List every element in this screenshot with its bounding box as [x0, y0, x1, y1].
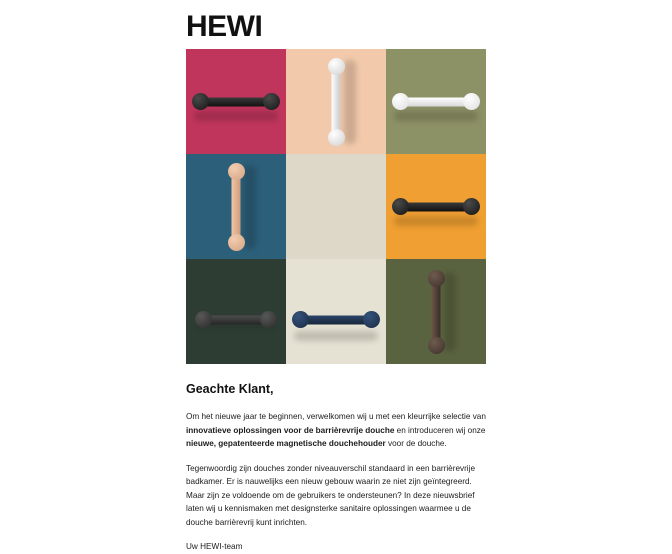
para1-text-middle: en introduceren wij onze: [394, 425, 486, 435]
grab-bar-vertical: [232, 168, 241, 246]
gallery-cell-grab-bar-dark-on-darkgreen[interactable]: [186, 259, 286, 364]
letter-signature: Uw HEWI-team: [186, 542, 243, 552]
bar-end-knob-left: [392, 198, 409, 215]
grab-bar-horizontal: [397, 97, 475, 106]
bar-end-knob-right: [463, 93, 480, 110]
bar-end-knob-left: [195, 311, 212, 328]
product-image-grid: [186, 49, 486, 364]
grab-bar-horizontal: [297, 315, 375, 324]
bar-end-knob-bottom: [328, 129, 345, 146]
para1-bold-1: innovatieve oplossingen voor de barrièrevrije douche: [186, 425, 395, 435]
bar-end-knob-top: [428, 270, 445, 287]
gallery-cell-grab-bar-navy-on-cream[interactable]: [286, 259, 386, 364]
para1-bold-2: nieuwe, gepatenteerde magnetische douchehouder: [186, 439, 386, 449]
bar-end-knob-left: [392, 93, 409, 110]
grab-bar-horizontal: [197, 97, 275, 106]
para1-text-before: Om het nieuwe jaar te beginnen, verwelkomen wij u met een kleurrijke selectie van: [186, 412, 486, 421]
grab-bar-vertical: [432, 275, 441, 349]
para1-text-after: voor de douche.: [385, 439, 447, 449]
bar-shadow: [294, 331, 378, 341]
gallery-cell-grab-bar-black-on-magenta[interactable]: [186, 49, 286, 154]
bar-end-knob-left: [292, 311, 309, 328]
grab-bar-horizontal: [397, 202, 475, 211]
gallery-cell-grab-bar-brown-on-moss[interactable]: [386, 259, 486, 364]
hewi-logo: HEWI: [186, 10, 263, 43]
newsletter-content: [186, 0, 486, 554]
bar-end-knob-right: [463, 198, 480, 215]
bar-end-knob-bottom: [428, 337, 445, 354]
bar-end-knob-right: [263, 93, 280, 110]
bar-shadow: [394, 216, 478, 226]
gallery-cell-grab-bar-sand-on-blue[interactable]: [186, 154, 286, 259]
grab-bar-vertical: [332, 63, 341, 141]
letter-salutation: Geachte Klant,: [186, 382, 274, 396]
bar-shadow: [344, 60, 356, 144]
gallery-cell-grab-bar-white-on-olive[interactable]: [386, 49, 486, 154]
letter-paragraph-2: Tegenwoordig zijn douches zonder niveauverschil standaard in een barrièrevrije badkamer. Er is nauwelijks een nieuw gebouw waarin ze niet zijn geïntegreerd. Maar zijn ze voldoende om de gebruikers te ondersteunen? In deze nieuwsbrief laten wij u kennismaken met designsterke sanitaire oplossingen waarmee u de douche barrièrevrij kunt inrichten.: [186, 463, 476, 527]
gallery-cell-grab-bar-white-on-beige[interactable]: [286, 154, 386, 259]
bar-shadow: [394, 111, 478, 121]
bar-end-knob-top: [328, 58, 345, 75]
bar-shadow: [244, 165, 256, 249]
bar-end-knob-bottom: [228, 234, 245, 251]
bar-end-knob-top: [228, 163, 245, 180]
gallery-cell-grab-bar-white-on-peach[interactable]: [286, 49, 386, 154]
letter-paragraph-1: [186, 410, 486, 451]
letter-body: [186, 364, 486, 554]
gallery-cell-grab-bar-black-on-orange[interactable]: [386, 154, 486, 259]
bar-shadow: [444, 272, 456, 352]
bar-end-knob-right: [363, 311, 380, 328]
bar-end-knob-right: [260, 311, 277, 328]
bar-shadow: [194, 111, 278, 121]
bar-end-knob-left: [192, 93, 209, 110]
grab-bar-horizontal: [200, 315, 272, 324]
